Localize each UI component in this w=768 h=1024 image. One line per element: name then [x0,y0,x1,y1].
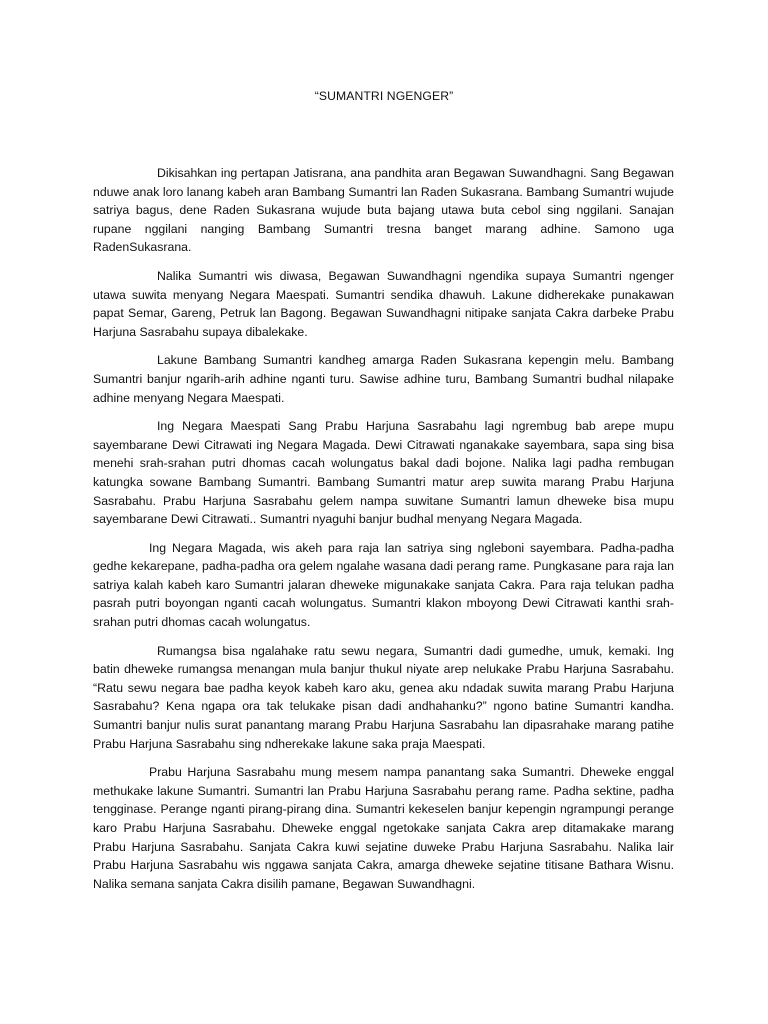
paragraph-3: Lakune Bambang Sumantri kandheg amarga Raden Sukasrana kepengin melu. Bambang Sumantri banjur ngarih-arih adhine nganti turu. Sawise adhine turu, Bambang Sumantri budhal nilapake adhine menyang Negara Maespati. [93,353,674,405]
paragraph-7: Prabu Harjuna Sasrabahu mung mesem nampa panantang saka Sumantri. Dheweke enggal methukake lakune Sumantri. Sumantri lan Prabu Harjuna Sasrabahu perang rame. Padha sektine, padha tengginase. Perange nganti pirang-pirang dina. Sumantri kekeselen banjur kepengin ngrampungi perange karo Prabu Harjuna Sasrabahu. Dheweke enggal ngetokake sanjata Cakra arep ditamakake marang Prabu Harjuna Sasrabahu. Sanjata Cakra kuwi sejatine duweke Prabu Harjuna Sasrabahu. Nalika lair Prabu Harjuna Sasrabahu wis nggawa sanjata Cakra, amarga dheweke sejatine titisane Bathara Wisnu. Nalika semana sanjata Cakra disilih pamane, Begawan Suwandhagni. [93,765,674,891]
paragraph-1: Dikisahkan ing pertapan Jatisrana, ana pandhita aran Begawan Suwandhagni. Sang Begawan nduwe anak loro lanang kabeh aran Bambang Sumantri lan Raden Sukasrana. Bambang Sumantri wujude satriya bagus, dene Raden Sukasrana wujude buta bajang utawa buta cebol sing nggilani. Sanajan rupane nggilani nanging Bambang Sumantri tresna banget marang adhine. Samono uga RadenSukasrana. [93,166,674,255]
document-body [93,164,674,903]
paragraph-6: Rumangsa bisa ngalahake ratu sewu negara, Sumantri dadi gumedhe, umuk, kemaki. Ing batin dheweke rumangsa menangan mula banjur thukul niyate arep nelukake Prabu Harjuna Sasrabahu. “Ratu sewu negara bae padha keyok kabeh karo aku, genea aku ndadak suwita marang Prabu Harjuna Sasrabahu? Kena ngapa ora tak telukake pisan dadi andhahanku?” ngono batine Sumantri kandha. Sumantri banjur nulis surat panantang marang Prabu Harjuna Sasrabahu lan dipasrahake marang patihe Prabu Harjuna Sasrabahu sing ndherekake lakune saka praja Maespati. [93,643,674,751]
paragraph-2: Nalika Sumantri wis diwasa, Begawan Suwandhagni ngendika supaya Sumantri ngenger utawa suwita menyang Negara Maespati. Sumantri sendika dhawuh. Lakune didherekake punakawan papat Semar, Gareng, Petruk lan Bagong. Begawan Suwandhagni nitipake sanjata Cakra darbeke Prabu Harjuna Sasrabahu supaya dibalekake. [93,268,674,339]
paragraph-4: Ing Negara Maespati Sang Prabu Harjuna Sasrabahu lagi ngrembug bab arepe mupu sayembarane Dewi Citrawati ing Negara Magada. Dewi Citrawati nganakake sayembara, sapa sing bisa menehi srah-srahan putri dhomas cacah wolungatus bakal dadi bojone. Nalika lagi padha rembugan katungka sowane Bambang Sumantri. Bambang Sumantri matur arep suwita marang Prabu Harjuna Sasrabahu. Prabu Harjuna Sasrabahu gelem nampa suwitane Sumantri lamun dheweke bisa mupu sayembarane Dewi Citrawati.. Sumantri nyaguhi banjur budhal menyang Negara Magada. [93,419,674,527]
document-title: “SUMANTRI NGENGER” [314,89,454,103]
paragraph-5: Ing Negara Magada, wis akeh para raja lan satriya sing ngleboni sayembara. Padha-padha gedhe kekarepane, padha-padha ora gelem ngalahe wasana dadi perang rame. Pungkasane para raja lan satriya kalah kabeh karo Sumantri jalaran dheweke migunakake sanjata Cakra. Para raja telukan padha pasrah putri boyongan nganti cacah wolungatus. Sumantri klakon mboyong Dewi Citrawati kanthi srah-srahan putri dhomas cacah wolungatus. [93,540,674,630]
